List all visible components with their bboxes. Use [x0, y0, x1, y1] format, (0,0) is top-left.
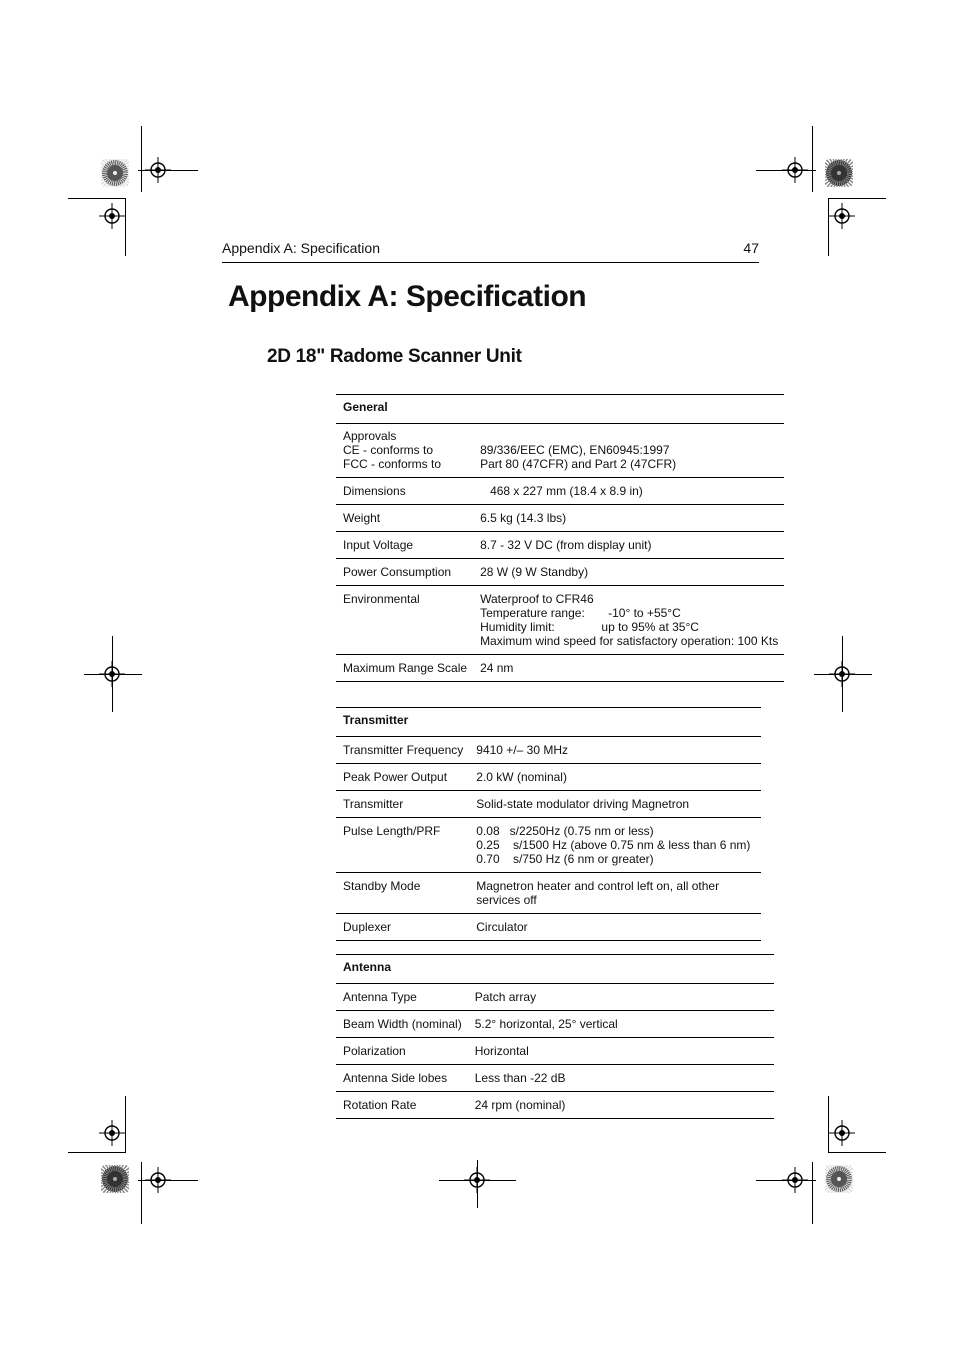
running-header	[222, 238, 759, 263]
table-row	[336, 532, 784, 559]
table-row	[336, 737, 761, 764]
row-value-line: Maximum wind speed for satisfactory operation: 100 Kts	[480, 634, 779, 648]
row-value: 24 nm	[473, 655, 784, 682]
row-label: Environmental	[336, 586, 473, 655]
row-value: 8.7 - 32 V DC (from display unit)	[473, 532, 784, 559]
row-label: Power Consumption	[336, 559, 473, 586]
registration-target-icon	[464, 1167, 490, 1193]
row-value-line: Temperature range: -10° to +55°C	[480, 606, 681, 620]
row-label: Weight	[336, 505, 473, 532]
table-row	[336, 873, 761, 914]
registration-target-icon	[829, 661, 855, 687]
row-value-line: Humidity limit: up to 95% at 35°C	[480, 620, 699, 634]
row-value: Less than -22 dB	[468, 1065, 774, 1092]
table-row	[336, 1092, 774, 1119]
row-value-line: 89/336/EEC (EMC), EN60945:1997	[480, 443, 670, 457]
table-row	[336, 424, 784, 478]
table-heading: Antenna	[336, 955, 774, 984]
row-label: Rotation Rate	[336, 1092, 468, 1119]
row-value: Magnetron heater and control left on, all other services off	[469, 873, 761, 914]
antenna-spec-table	[336, 954, 774, 1119]
row-value: Circulator	[469, 914, 761, 941]
registration-target-icon	[99, 203, 125, 229]
row-label: Input Voltage	[336, 532, 473, 559]
row-value-line: Waterproof to CFR46	[480, 592, 594, 606]
row-value	[469, 818, 761, 873]
row-value: Patch array	[468, 984, 774, 1011]
row-value	[473, 424, 784, 478]
star-target-icon	[825, 159, 853, 187]
row-value: 24 rpm (nominal)	[468, 1092, 774, 1119]
table-row	[336, 791, 761, 818]
row-label: Transmitter Frequency	[336, 737, 469, 764]
row-label: Maximum Range Scale	[336, 655, 473, 682]
row-label: Beam Width (nominal)	[336, 1011, 468, 1038]
row-label: Antenna Side lobes	[336, 1065, 468, 1092]
table-row	[336, 655, 784, 682]
registration-target-icon	[99, 661, 125, 687]
table-row	[336, 1011, 774, 1038]
page-number: 47	[743, 240, 759, 256]
table-heading: Transmitter	[336, 708, 761, 737]
transmitter-spec-table	[336, 707, 761, 941]
row-value-line: 0.25 s/1500 Hz (above 0.75 nm & less than 6 nm)	[476, 838, 751, 852]
table-heading-row	[336, 955, 774, 984]
table-row	[336, 478, 784, 505]
registration-target-icon	[829, 203, 855, 229]
row-value: Horizontal	[468, 1038, 774, 1065]
row-value	[473, 586, 784, 655]
row-value: 28 W (9 W Standby)	[473, 559, 784, 586]
table-row	[336, 764, 761, 791]
section-title: 2D 18" Radome Scanner Unit	[267, 346, 522, 367]
registration-target-icon	[829, 1120, 855, 1146]
row-label: Antenna Type	[336, 984, 468, 1011]
row-label: Duplexer	[336, 914, 469, 941]
running-title: Appendix A: Specification	[222, 240, 380, 256]
table-row	[336, 586, 784, 655]
table-row	[336, 984, 774, 1011]
table-row	[336, 505, 784, 532]
registration-target-icon	[145, 157, 171, 183]
row-value-line	[480, 429, 778, 443]
registration-target-icon	[782, 1167, 808, 1193]
table-heading-row	[336, 395, 784, 424]
row-label: Polarization	[336, 1038, 468, 1065]
table-row	[336, 914, 761, 941]
table-row	[336, 559, 784, 586]
row-value: 9410 +/– 30 MHz	[469, 737, 761, 764]
star-target-icon	[825, 1165, 853, 1193]
registration-target-icon	[145, 1167, 171, 1193]
row-label-line: Approvals	[343, 429, 397, 443]
row-value: Solid-state modulator driving Magnetron	[469, 791, 761, 818]
registration-target-icon	[99, 1120, 125, 1146]
row-value-line: 0.08 s/2250Hz (0.75 nm or less)	[476, 824, 654, 838]
row-value-line: 0.70 s/750 Hz (6 nm or greater)	[476, 852, 654, 866]
row-value: 5.2° horizontal, 25° vertical	[468, 1011, 774, 1038]
row-label: Pulse Length/PRF	[336, 818, 469, 873]
row-value-line: Part 80 (47CFR) and Part 2 (47CFR)	[480, 457, 677, 471]
row-label-line: CE - conforms to	[343, 443, 434, 457]
registration-target-icon	[782, 157, 808, 183]
row-label: Peak Power Output	[336, 764, 469, 791]
row-value: 2.0 kW (nominal)	[469, 764, 761, 791]
chapter-title: Appendix A: Specification	[228, 280, 587, 313]
table-row	[336, 818, 761, 873]
table-row	[336, 1038, 774, 1065]
row-label: Standby Mode	[336, 873, 469, 914]
row-value: 6.5 kg (14.3 lbs)	[473, 505, 784, 532]
star-target-icon	[101, 1165, 129, 1193]
star-target-icon	[101, 159, 129, 187]
row-label: Dimensions	[336, 478, 473, 505]
general-spec-table	[336, 394, 784, 682]
table-heading: General	[336, 395, 784, 424]
row-label	[336, 424, 473, 478]
row-label: Transmitter	[336, 791, 469, 818]
row-value: 468 x 227 mm (18.4 x 8.9 in)	[473, 478, 784, 505]
table-heading-row	[336, 708, 761, 737]
row-label-line: FCC - conforms to	[343, 457, 442, 471]
table-row	[336, 1065, 774, 1092]
